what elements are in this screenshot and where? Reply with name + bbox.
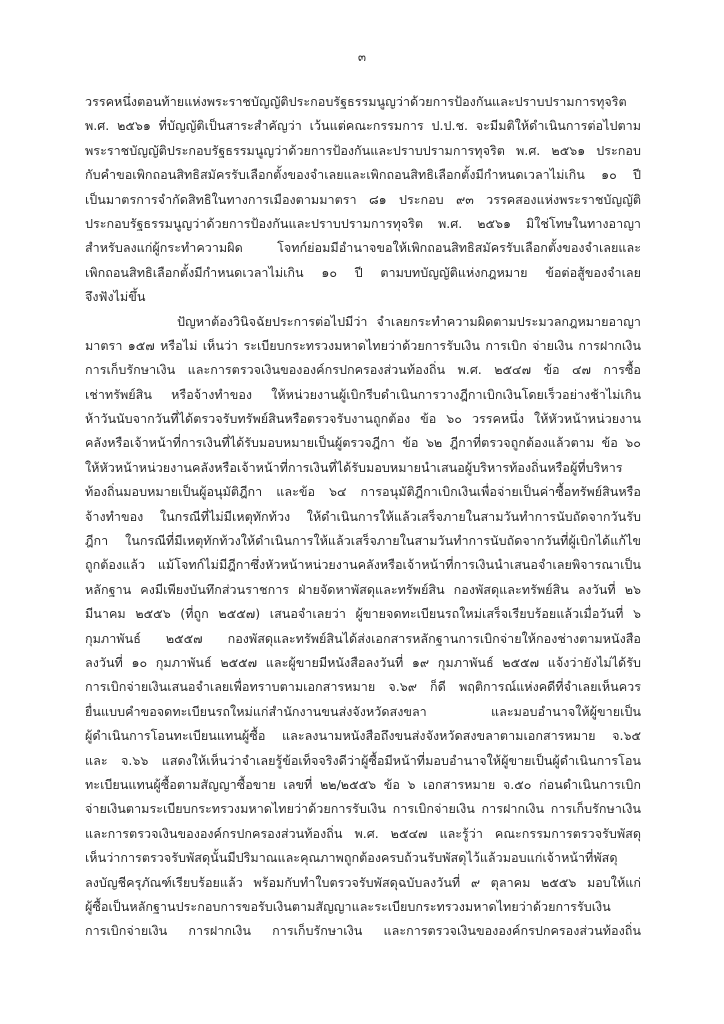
text-line: ลงบัญชีครุภัณฑ์เรียบร้อยแล้ว พร้อมกับทำใบตรวจรับพัสดุฉบับลงวันที่ ๙ ตุลาคม ๒๕๕๖ มอบให้แก่ — [85, 874, 641, 890]
text-line: และการตรวจเงินขององค์กรปกครองส่วนท้องถิ่น พ.ศ. ๒๕๔๗ และรู้ว่า คณะกรรมการตรวจรับพัสดุ — [85, 825, 641, 841]
text-line: สำหรับลงแก่ผู้กระทำความผิด โจทก์ย่อมมีอำนาจขอให้เพิกถอนสิทธิสมัครรับเลือกตั้งของจำเลยและ — [85, 240, 641, 256]
text-line: ถูกต้องแล้ว แม้โจทก์ไม่มีฎีกาซึ่งหัวหน้าหน่วยงานคลังหรือเจ้าหน้าที่การเงินนำเสนอจำเลยพิจารณาเป็น — [85, 557, 641, 573]
text-line: ท้องถิ่นมอบหมายเป็นผู้อนุมัติฎีกา และข้อ ๖๔ การอนุมัติฎีกาเบิกเงินเพื่อจ่ายเป็นค่าซื้อทรัพย์สินหรือ — [85, 484, 641, 500]
text-line: เป็นมาตรการจำกัดสิทธิในทางการเมืองตามมาตรา ๘๑ ประกอบ ๙๓ วรรคสองแห่งพระราชบัญญัติ — [85, 191, 641, 207]
text-line: จ่ายเงินตามระเบียบกระทรวงมหาดไทยว่าด้วยการรับเงิน การเบิกจ่ายเงิน การฝากเงิน การเก็บรักษาเงิน — [85, 801, 641, 817]
text-line: ลงวันที่ ๑๐ กุมภาพันธ์ ๒๕๕๗ และผู้ขายมีหนังสือลงวันที่ ๑๙ กุมภาพันธ์ ๒๕๕๗ แจ้งว่ายังไม่ได้รับ — [85, 654, 641, 670]
text-line: หลักฐาน คงมีเพียงบันทึกส่วนราชการ ฝ่ายจัดหาพัสดุและทรัพย์สิน กองพัสดุและทรัพย์สิน ลงวันที่ ๒๖ — [85, 581, 641, 597]
document-body — [85, 90, 641, 944]
paragraph-start-line: ปัญหาต้องวินิจฉัยประการต่อไปมีว่า จำเลยกระทำความผิดตามประมวลกฎหมายอาญา — [177, 313, 641, 329]
text-line: กุมภาพันธ์ ๒๕๕๗ กองพัสดุและทรัพย์สินได้ส่งเอกสารหลักฐานการเบิกจ่ายให้กองช่างตามหนังสือ — [85, 630, 641, 646]
text-line: พ.ศ. ๒๕๖๑ ที่บัญญัติเป็นสาระสำคัญว่า เว้นแต่คณะกรรมการ ป.ป.ช. จะมีมติให้ดำเนินการต่อไปตาม — [85, 118, 641, 134]
text-line: คลังหรือเจ้าหน้าที่การเงินที่ได้รับมอบหมายเป็นผู้ตรวจฎีกา ข้อ ๖๒ ฎีกาที่ตรวจถูกต้องแล้วตาม ข้อ ๖๐ — [85, 435, 641, 451]
text-line: การเก็บรักษาเงิน และการตรวจเงินขององค์กรปกครองส่วนท้องถิ่น พ.ศ. ๒๕๔๗ ข้อ ๔๗ การซื้อ — [85, 362, 641, 378]
text-line: ผู้ดำเนินการโอนทะเบียนแทนผู้ซื้อ และลงนามหนังสือถึงขนส่งจังหวัดสงขลาตามเอกสารหมาย จ.๖๕ — [85, 728, 641, 744]
text-line: และ จ.๖๖ แสดงให้เห็นว่าจำเลยรู้ข้อเท็จจริงดีว่าผู้ซื้อมีหน้าที่มอบอำนาจให้ผู้ขายเป็นผู้ดำเนินการโอน — [85, 752, 641, 768]
text-line: ประกอบรัฐธรรมนูญว่าด้วยการป้องกันและปราบปรามการทุจริต พ.ศ. ๒๕๖๑ มิใช่โทษในทางอาญา — [85, 215, 641, 231]
text-line: กับคำขอเพิกถอนสิทธิสมัครรับเลือกตั้งของจำเลยและเพิกถอนสิทธิเลือกตั้งมีกำหนดเวลาไม่เกิน ๑๐ ปี — [85, 167, 641, 183]
text-line: เห็นว่าการตรวจรับพัสดุนั้นมีปริมาณและคุณภาพถูกต้องครบถ้วนรับพัสดุไว้แล้วมอบแก่เจ้าหน้าที่พัสดุ — [85, 850, 618, 866]
text-line: การเบิกจ่ายเงิน การฝากเงิน การเก็บรักษาเงิน และการตรวจเงินขององค์กรปกครองส่วนท้องถิ่น — [85, 923, 641, 939]
text-line: ทะเบียนแทนผู้ซื้อตามสัญญาซื้อขาย เลขที่ ๒๒/๒๕๕๖ ข้อ ๖ เอกสารหมาย จ.๕๐ ก่อนดำเนินการเบิก — [85, 776, 641, 792]
text-line: เพิกถอนสิทธิเลือกตั้งมีกำหนดเวลาไม่เกิน ๑๐ ปี ตามบทบัญญัติแห่งกฎหมาย ข้อต่อสู้ของจำเลย — [85, 264, 641, 280]
text-line: มาตรา ๑๕๗ หรือไม่ เห็นว่า ระเบียบกระทรวงมหาดไทยว่าด้วยการรับเงิน การเบิก จ่ายเงิน การฝากเงิน — [85, 337, 641, 353]
text-line: ยื่นแบบคำขอจดทะเบียนรถใหม่แก่สำนักงานขนส่งจังหวัดสงขลา และมอบอำนาจให้ผู้ขายเป็น — [85, 703, 641, 719]
text-line: พระราชบัญญัติประกอบรัฐธรรมนูญว่าด้วยการป้องกันและปราบปรามการทุจริต พ.ศ. ๒๕๖๑ ประกอบ — [85, 142, 641, 158]
text-line: วรรคหนึ่งตอนท้ายแห่งพระราชบัญญัติประกอบรัฐธรรมนูญว่าด้วยการป้องกันและปราบปรามการทุจริต — [85, 94, 627, 109]
text-line: จ้างทำของ ในกรณีที่ไม่มีเหตุทักท้วง ให้ดำเนินการให้แล้วเสร็จภายในสามวันทำการนับถัดจากวันรับ — [85, 508, 641, 524]
text-line: ให้หัวหน้าหน่วยงานคลังหรือเจ้าหน้าที่การเงินที่ได้รับมอบหมายนำเสนอผู้บริหารท้องถิ่นหรือผู้ที่บริหาร — [85, 459, 623, 475]
page-number: ๓ — [357, 50, 367, 64]
text-line: จึงฟังไม่ขึ้น — [85, 289, 146, 305]
text-line: ห้าวันนับจากวันที่ได้ตรวจรับทรัพย์สินหรือตรวจรับงานถูกต้อง ข้อ ๖๐ วรรคหนึ่ง ให้หัวหน้าหน่วยงาน — [85, 411, 641, 427]
text-line: เช่าทรัพย์สิน หรือจ้างทำของ ให้หน่วยงานผู้เบิกรีบดำเนินการวางฎีกาเบิกเงินโดยเร็วอย่างช้าไม่เกิน — [85, 386, 641, 402]
text-line: ฎีกา ในกรณีที่มีเหตุทักท้วงให้ดำเนินการให้แล้วเสร็จภายในสามวันทำการนับถัดจากวันที่ผู้เบิกได้แก้ไข — [85, 533, 641, 549]
text-line: ผู้ซื้อเป็นหลักฐานประกอบการขอรับเงินตามสัญญาและระเบียบกระทรวงมหาดไทยว่าด้วยการรับเงิน — [85, 898, 611, 914]
text-line: การเบิกจ่ายเงินเสนอจำเลยเพื่อทราบตามเอกสารหมาย จ.๖๙ ก็ดี พฤติการณ์แห่งคดีที่จำเลยเห็นควร — [85, 679, 641, 695]
text-line: มีนาคม ๒๕๕๖ (ที่ถูก ๒๕๕๗) เสนอจำเลยว่า ผู้ขายจดทะเบียนรถใหม่เสร็จเรียบร้อยแล้วเมื่อวันที่ ๖ — [85, 606, 641, 622]
